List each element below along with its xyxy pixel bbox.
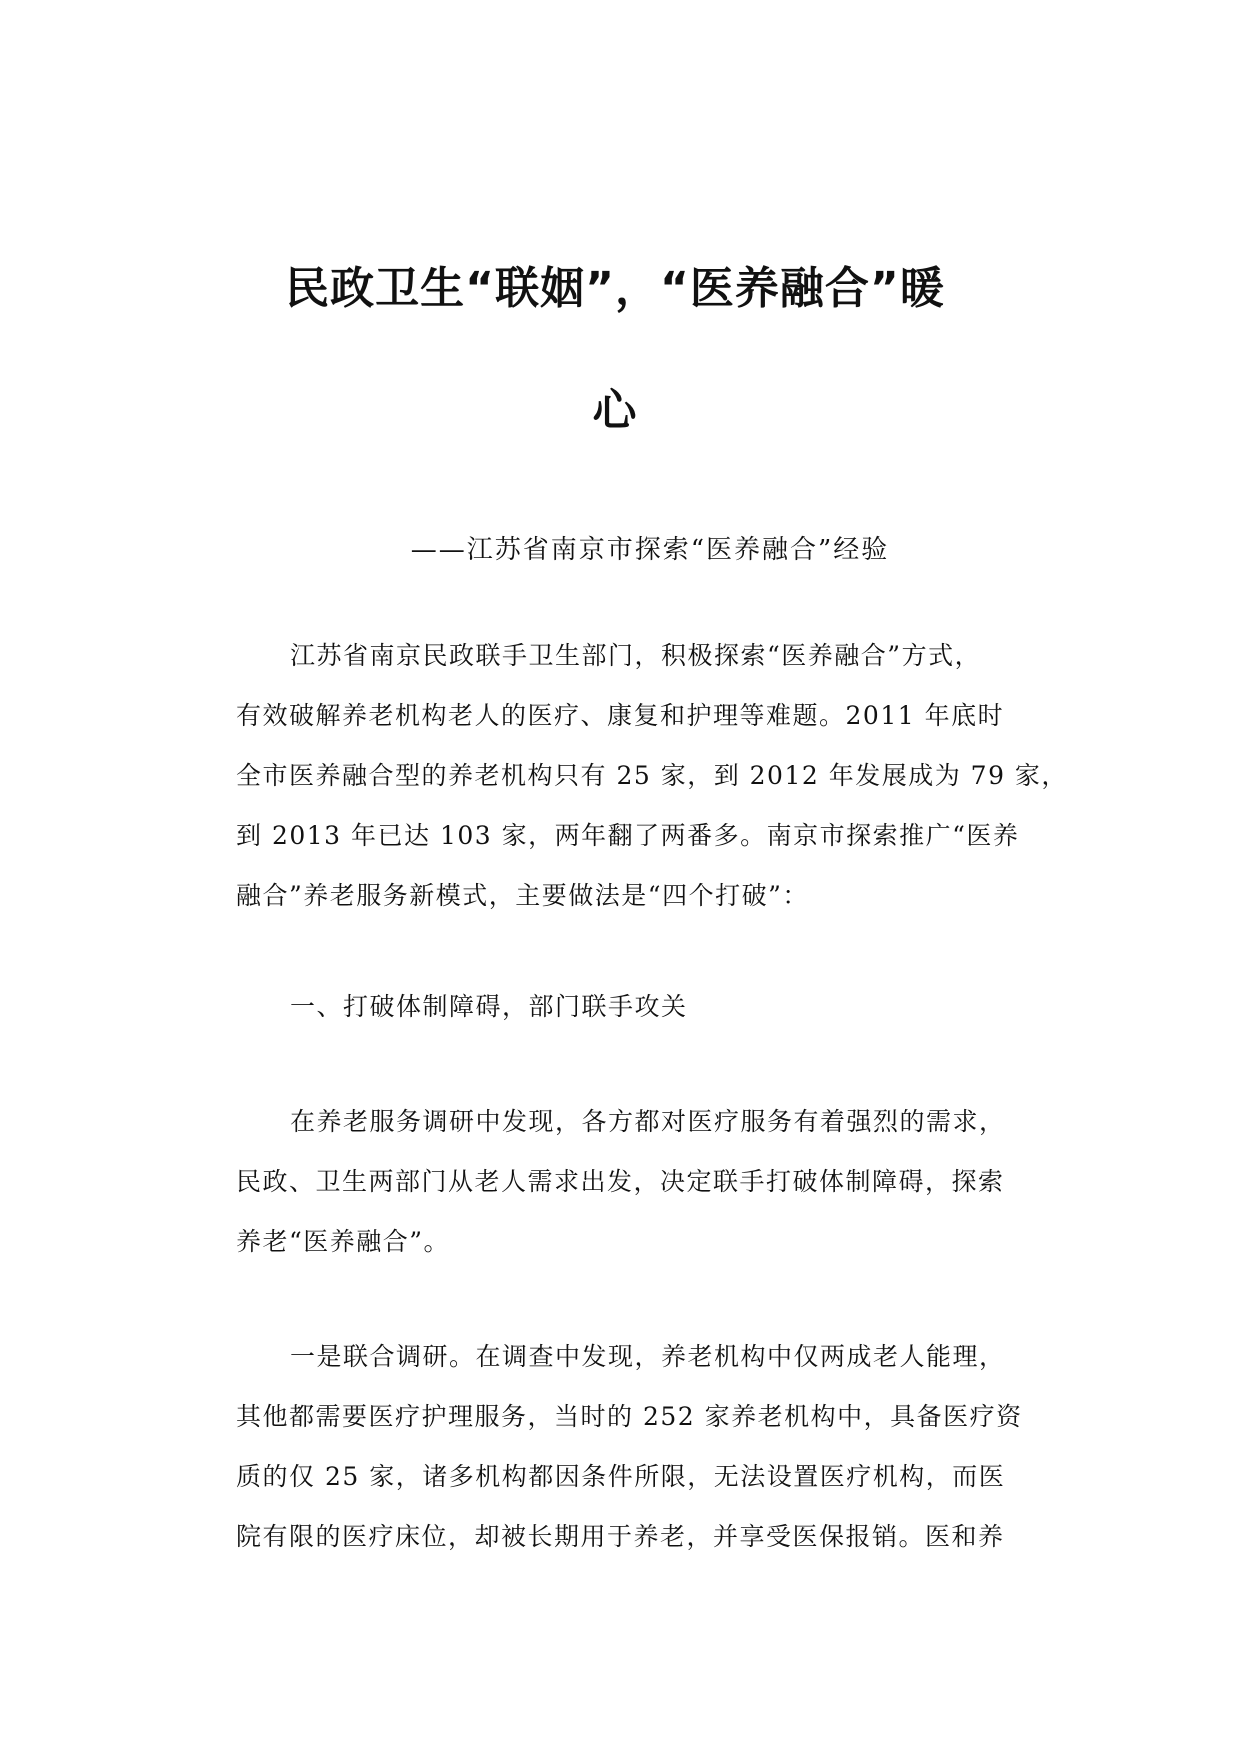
section-heading-1: 一、打破体制障碍，部门联手攻关 xyxy=(290,992,688,1021)
paragraph-2-line-3: 养老“医养融合”。 xyxy=(236,1227,451,1256)
document-subtitle: ——江苏省南京市探索“医养融合”经验 xyxy=(410,535,890,565)
paragraph-3-line-2: 其他都需要医疗护理服务，当时的 252 家养老机构中，具备医疗资 xyxy=(236,1402,1023,1431)
paragraph-1-line-2: 有效破解养老机构老人的医疗、康复和护理等难题。2011 年底时 xyxy=(236,701,1005,730)
paragraph-1-line-3: 全市医养融合型的养老机构只有 25 家，到 2012 年发展成为 79 家， xyxy=(236,761,1068,790)
paragraph-3-line-3: 质的仅 25 家，诸多机构都因条件所限，无法设置医疗机构，而医 xyxy=(236,1462,1006,1491)
paragraph-1-line-4: 到 2013 年已达 103 家，两年翻了两番多。南京市探索推广“医养 xyxy=(236,821,1020,850)
document-title-line-2: 心 xyxy=(592,385,638,436)
paragraph-2-line-2: 民政、卫生两部门从老人需求出发，决定联手打破体制障碍，探索 xyxy=(236,1167,1005,1196)
paragraph-3-line-4: 院有限的医疗床位，却被长期用于养老，并享受医保报销。医和养 xyxy=(236,1522,1005,1551)
paragraph-2-line-1: 在养老服务调研中发现，各方都对医疗服务有着强烈的需求， xyxy=(290,1107,1006,1136)
paragraph-3-line-1: 一是联合调研。在调查中发现，养老机构中仅两成老人能理， xyxy=(290,1342,1006,1371)
document-title-line-1: 民政卫生“联姻”，“医养融合”暖 xyxy=(285,263,945,314)
paragraph-1-line-1: 江苏省南京民政联手卫生部门，积极探索“医养融合”方式， xyxy=(290,641,982,670)
paragraph-1-line-5: 融合”养老服务新模式，主要做法是“四个打破”： xyxy=(236,881,809,910)
